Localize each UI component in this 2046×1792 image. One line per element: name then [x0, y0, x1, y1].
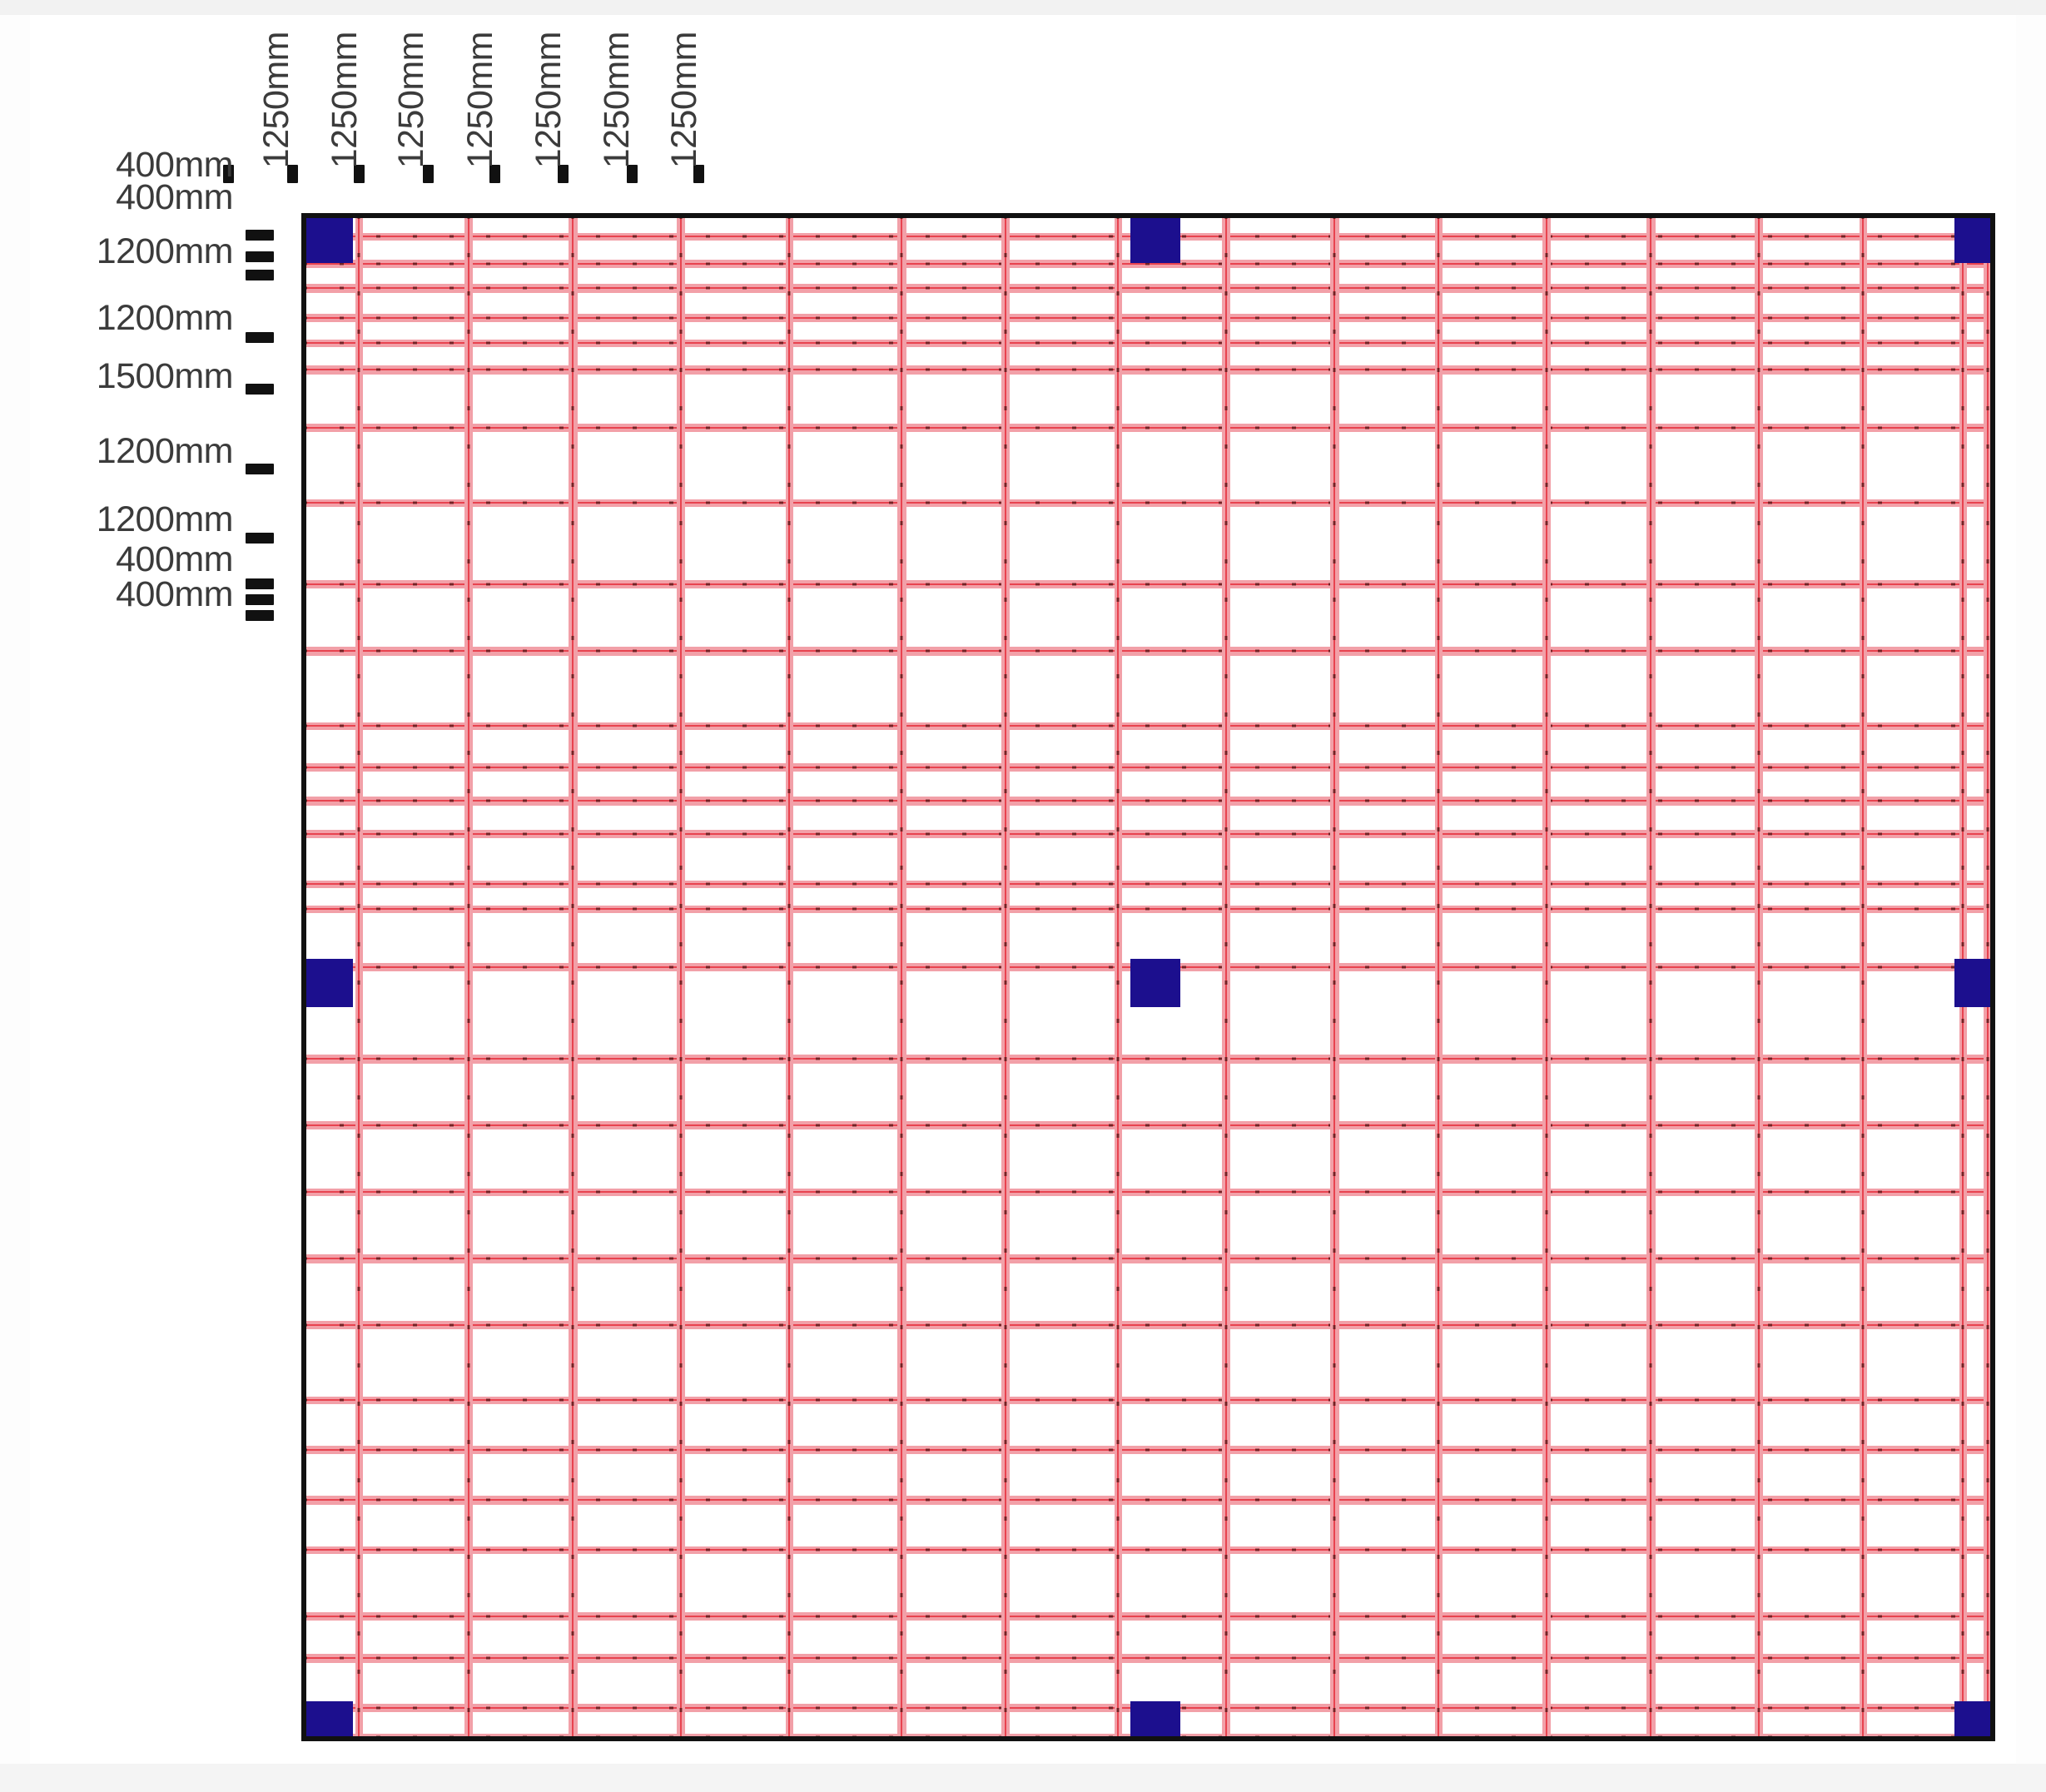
- left-dimension-label: 400mm: [116, 539, 233, 579]
- left-dimension-label: 1200mm: [96, 231, 233, 271]
- rebar-vertical: [355, 215, 363, 1740]
- support-marker: [1954, 1701, 1995, 1741]
- rebar-horizontal: [303, 499, 1994, 507]
- rebar-horizontal: [303, 1321, 1994, 1329]
- rebar-horizontal: [303, 763, 1994, 772]
- left-dimension-tick: [246, 384, 274, 395]
- rebar-vertical: [1115, 215, 1122, 1740]
- rebar-horizontal: [303, 1654, 1994, 1663]
- rebar-horizontal: [303, 1612, 1994, 1621]
- rebar-grid: [306, 218, 1990, 1736]
- top-dimension-label: 1250mm: [325, 32, 365, 169]
- support-marker: [1130, 215, 1180, 263]
- rebar-horizontal: [303, 365, 1994, 375]
- support-marker: [303, 215, 353, 263]
- rebar-vertical: [1860, 215, 1867, 1740]
- left-dimension-tick: [246, 533, 274, 544]
- rebar-vertical: [1001, 215, 1010, 1740]
- rebar-horizontal: [303, 906, 1994, 913]
- left-dimension-label: 1500mm: [96, 356, 233, 396]
- rebar-vertical: [1755, 215, 1763, 1740]
- reinforcement-plate[interactable]: [301, 213, 1995, 1741]
- left-dimension-tick: [246, 578, 274, 589]
- support-marker: [1954, 959, 1995, 1007]
- rebar-vertical: [569, 215, 578, 1740]
- rebar-horizontal: [303, 1546, 1994, 1554]
- rebar-vertical: [1542, 215, 1551, 1740]
- top-dimension-label: 1250mm: [391, 32, 431, 169]
- left-dimension-label: 400mm: [116, 574, 233, 614]
- left-dimension-tick: [246, 610, 274, 621]
- rebar-vertical: [464, 215, 473, 1740]
- rebar-vertical: [677, 215, 685, 1740]
- rebar-horizontal: [303, 1189, 1994, 1196]
- rebar-horizontal: [303, 424, 1994, 432]
- support-marker: [1954, 215, 1995, 263]
- rebar-horizontal: [303, 797, 1994, 806]
- rebar-vertical: [1646, 215, 1656, 1740]
- rebar-horizontal: [303, 1496, 1994, 1505]
- top-dimension-label: 1250mm: [597, 32, 637, 169]
- left-dimension-label: 1200mm: [96, 499, 233, 539]
- rebar-vertical: [1330, 215, 1339, 1740]
- rebar-vertical: [786, 215, 793, 1740]
- rebar-vertical: [897, 215, 906, 1740]
- rebar-horizontal: [303, 314, 1994, 322]
- left-dimension-label: 400mm: [116, 177, 233, 217]
- support-marker: [303, 1701, 353, 1741]
- support-marker: [1130, 959, 1180, 1007]
- rebar-horizontal: [303, 647, 1994, 656]
- top-dimension-label: 1250mm: [256, 32, 296, 169]
- rebar-vertical: [1222, 215, 1230, 1740]
- left-dimension-label: 400mm: [116, 145, 233, 185]
- left-dimension-tick: [246, 251, 274, 262]
- rebar-horizontal: [303, 1446, 1994, 1454]
- left-dimension-tick: [246, 230, 274, 241]
- rebar-horizontal: [303, 1055, 1994, 1064]
- support-marker: [1130, 1701, 1180, 1741]
- rebar-horizontal: [303, 1121, 1994, 1129]
- rebar-horizontal: [303, 1254, 1994, 1263]
- support-marker: [303, 959, 353, 1007]
- rebar-vertical: [1435, 215, 1443, 1740]
- left-dimension-label: 1200mm: [96, 298, 233, 338]
- left-dimension-tick: [246, 332, 274, 343]
- left-dimension-tick: [246, 594, 274, 605]
- rebar-horizontal: [303, 881, 1994, 888]
- rebar-horizontal: [303, 722, 1994, 730]
- top-dimension-label: 1250mm: [460, 32, 500, 169]
- rebar-horizontal: [303, 284, 1994, 293]
- rebar-horizontal: [303, 580, 1994, 588]
- top-dimension-label: 1250mm: [529, 32, 569, 169]
- rebar-horizontal: [303, 1397, 1994, 1404]
- top-dimension-label: 1250mm: [664, 32, 704, 169]
- rebar-horizontal: [303, 830, 1994, 838]
- left-dimension-tick: [246, 464, 274, 474]
- left-dimension-tick: [246, 270, 274, 280]
- rebar-horizontal: [303, 340, 1994, 347]
- left-dimension-label: 1200mm: [96, 431, 233, 471]
